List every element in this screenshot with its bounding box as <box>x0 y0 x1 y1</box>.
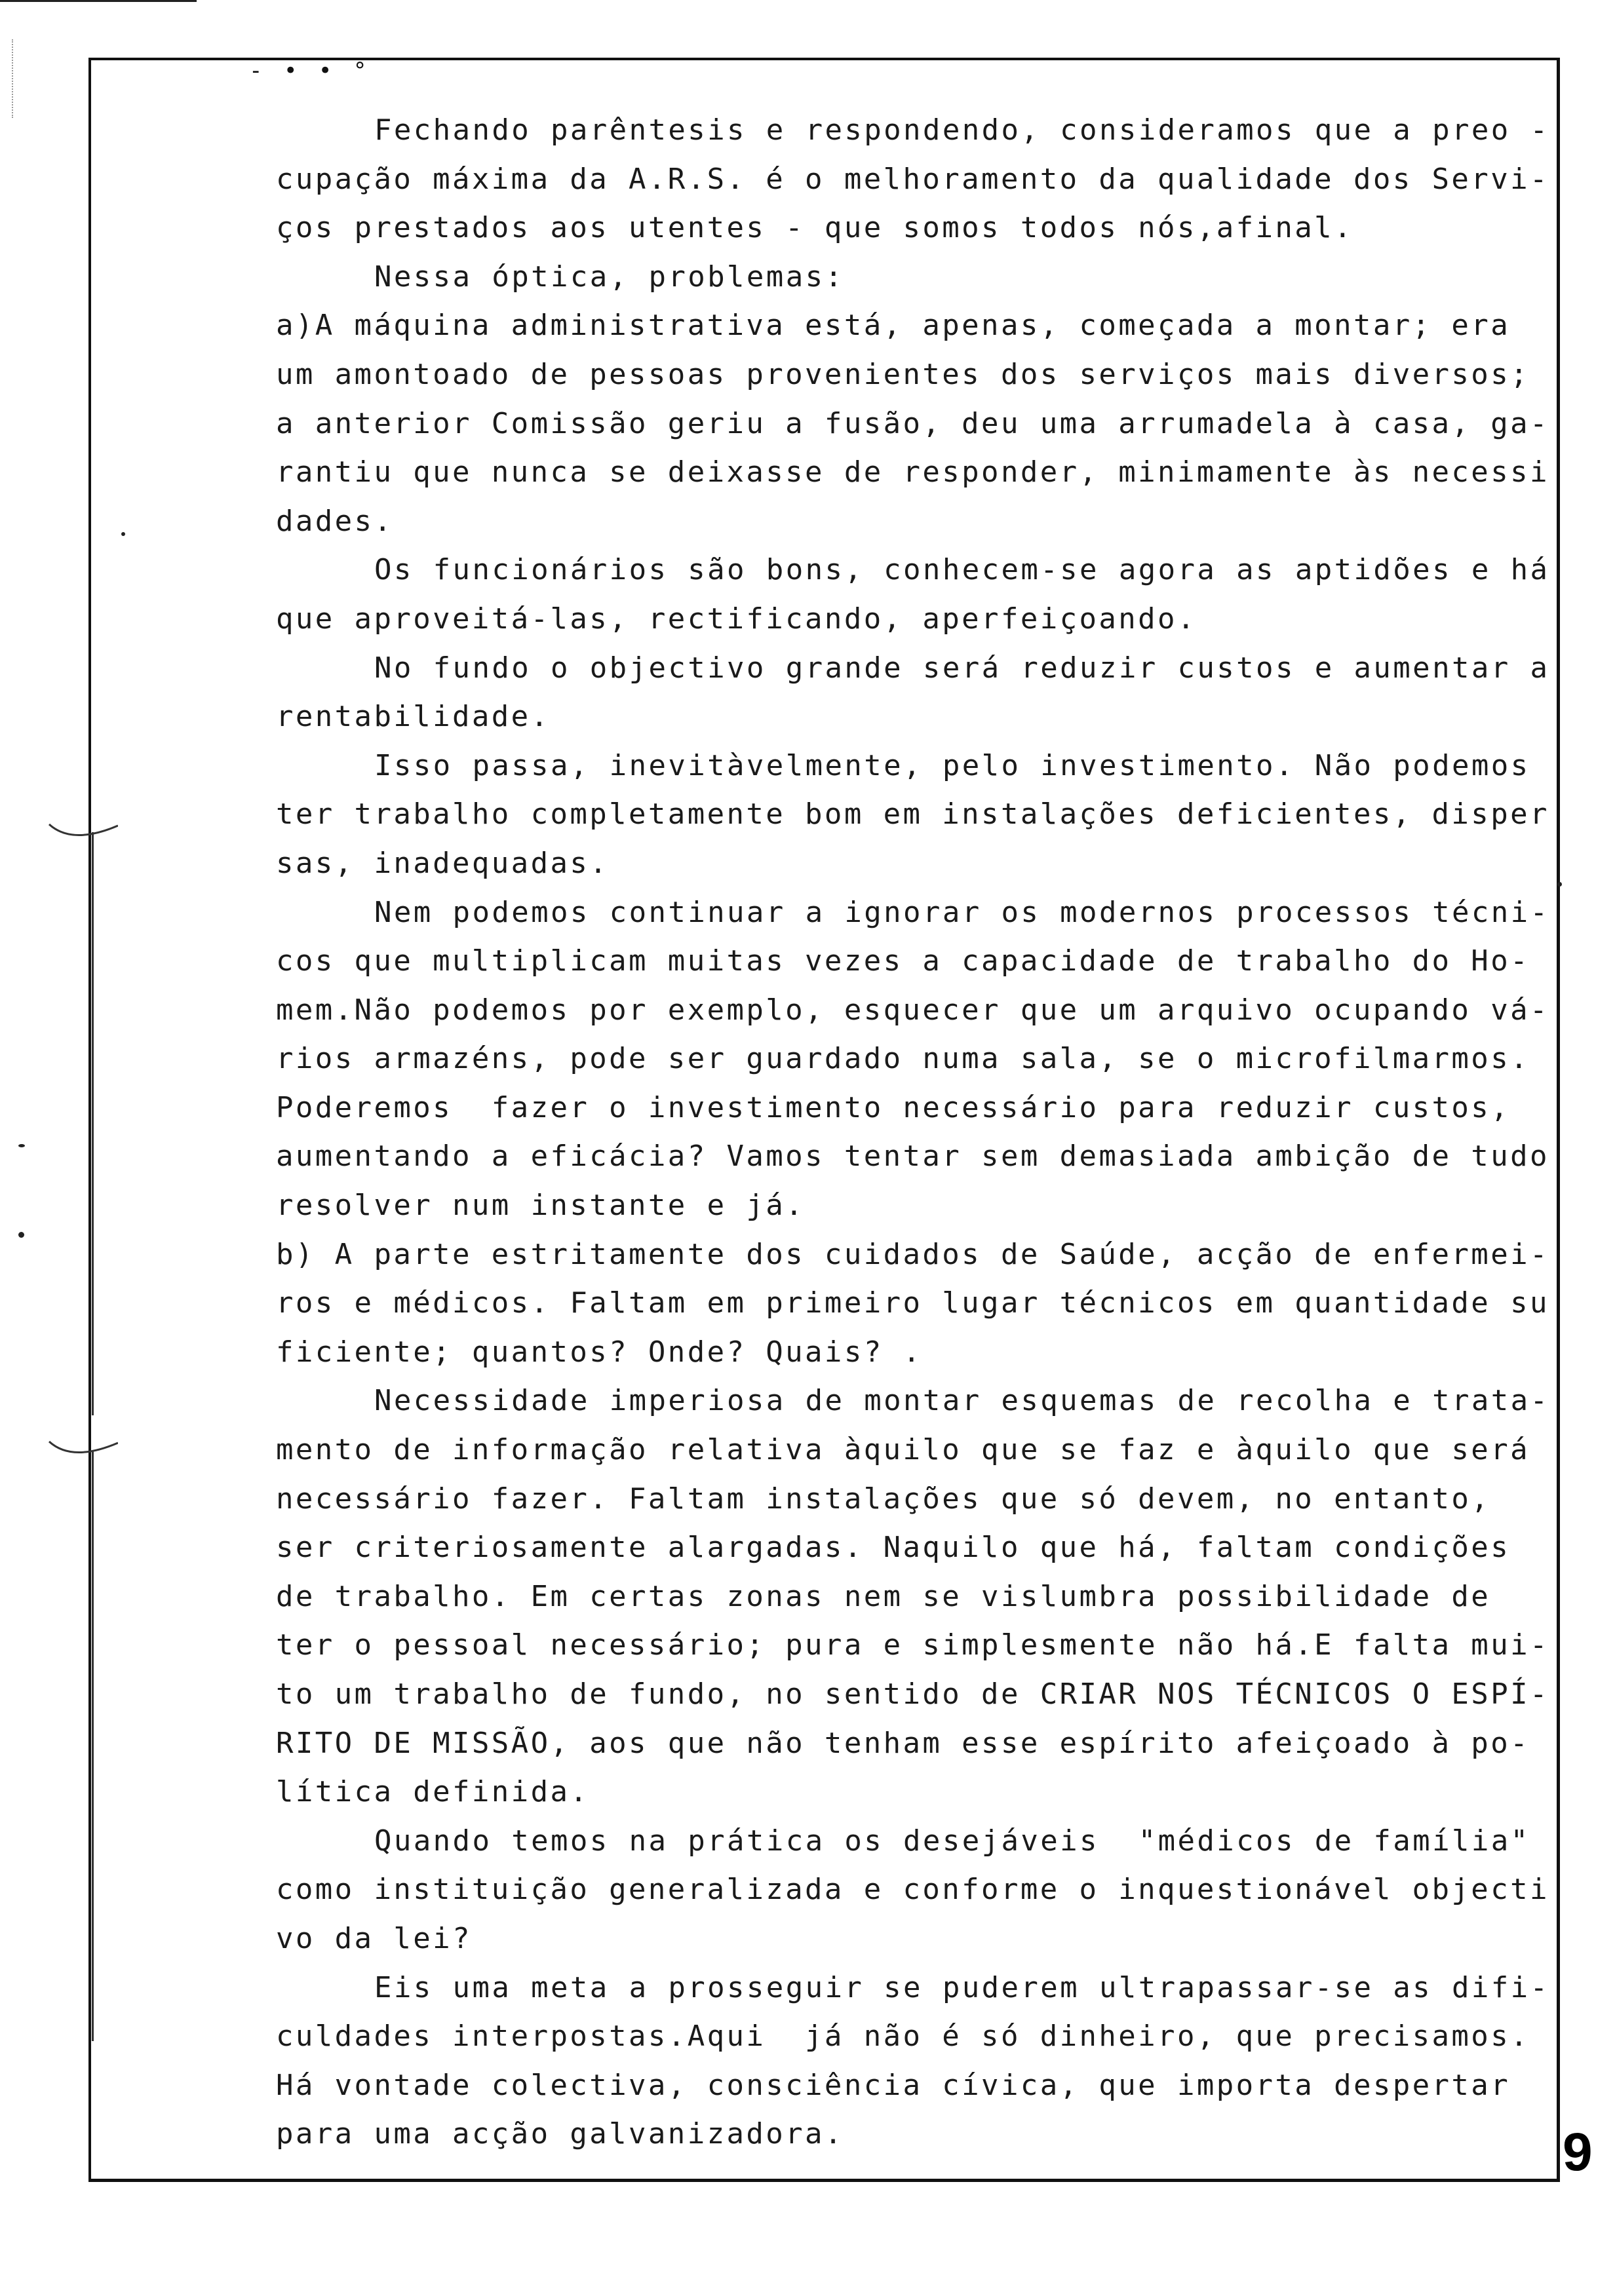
text-line: ros e médicos. Faltam em primeiro lugar técnicos em quantidade su <box>276 1286 1549 1320</box>
top-edge-rule <box>0 0 197 2</box>
text-line: Quando temos na prática os desejáveis "médicos de família" <box>374 1824 1530 1858</box>
speck-3 <box>18 1232 24 1238</box>
speck-1 <box>121 532 125 536</box>
text-line: rentabilidade. <box>276 700 551 734</box>
text-line: vo da lei? <box>276 1921 472 1955</box>
binder-hole-upper-icon <box>46 819 118 845</box>
text-line: ter trabalho completamente bom em instalações deficientes, disper <box>276 797 1549 832</box>
text-line: ços prestados aos utentes - que somos todos nós,afinal. <box>276 211 1353 245</box>
text-line: sas, inadequadas. <box>276 846 610 880</box>
page-number: 9 <box>1563 2122 1593 2182</box>
text-line: Fechando parêntesis e respondendo, consideramos que a preo - <box>374 113 1550 147</box>
text-line: de trabalho. Em certas zonas nem se vislumbra possibilidade de <box>276 1579 1491 1613</box>
binder-hole-lower-icon <box>46 1436 118 1463</box>
text-line: aumentando a eficácia? Vamos tentar sem demasiada ambição de tudo <box>276 1139 1549 1174</box>
margin-scan-marks <box>12 39 15 118</box>
text-line: ser criteriosamente alargadas. Naquilo que há, faltam condições <box>276 1531 1511 1565</box>
text-line: que aproveitá-las, rectificando, aperfeiçoando. <box>276 602 1197 636</box>
speck-2 <box>18 1144 25 1147</box>
text-line: Há vontade colectiva, consciência cívica, que importa despertar <box>276 2068 1511 2102</box>
text-line: mento de informação relativa àquilo que se faz e àquilo que será <box>276 1433 1530 1467</box>
text-line: RITO DE MISSÃO, aos que não tenham esse espírito afeiçoado à po- <box>276 1726 1530 1760</box>
text-line: b) A parte estritamente dos cuidados de Saúde, acção de enfermei- <box>276 1237 1549 1271</box>
text-line: resolver num instante e já. <box>276 1189 806 1223</box>
binder-line-upper <box>92 832 94 1415</box>
text-line: ficiente; quantos? Onde? Quais? . <box>276 1335 923 1369</box>
text-line: Eis uma meta a prosseguir se puderem ultrapassar-se as difi- <box>374 1970 1550 2004</box>
text-line: ter o pessoal necessário; pura e simplesmente não há.E falta mui- <box>276 1628 1549 1662</box>
speck-4 <box>1557 882 1562 887</box>
text-line: Os funcionários são bons, conhecem-se agora as aptidões e há <box>374 553 1550 587</box>
text-line: No fundo o objectivo grande será reduzir custos e aumentar a <box>374 651 1550 685</box>
text-line: para uma acção galvanizadora. <box>276 2117 844 2151</box>
text-line: como instituição generalizada e conforme o inquestionável objecti <box>276 1873 1549 1907</box>
text-line: to um trabalho de fundo, no sentido de CRIAR NOS TÉCNICOS O ESPÍ- <box>276 1677 1549 1711</box>
text-line: culdades interpostas.Aqui já não é só dinheiro, que precisamos. <box>276 2019 1530 2054</box>
text-line: cos que multiplicam muitas vezes a capacidade de trabalho do Ho- <box>276 944 1530 978</box>
text-line: lítica definida. <box>276 1775 590 1809</box>
text-line: Poderemos fazer o investimento necessário para reduzir custos, <box>276 1090 1511 1124</box>
text-line: rios armazéns, pode ser guardado numa sala, se o microfilmarmos. <box>276 1042 1530 1076</box>
binder-line-lower <box>92 1451 94 2041</box>
text-line: Necessidade imperiosa de montar esquemas de recolha e trata- <box>374 1384 1550 1418</box>
text-line: rantiu que nunca se deixasse de responder, minimamente às necessi <box>276 455 1549 489</box>
text-line: a anterior Comissão geriu a fusão, deu uma arrumadela à casa, ga- <box>276 406 1549 440</box>
text-line: um amontoado de pessoas provenientes dos serviços mais diversos; <box>276 357 1530 391</box>
header-marks: - • • ° <box>249 58 371 84</box>
text-line: a)A máquina administrativa está, apenas, começada a montar; era <box>276 309 1511 343</box>
text-line: Isso passa, inevitàvelmente, pelo investimento. Não podemos <box>374 748 1530 782</box>
text-line: cupação máxima da A.R.S. é o melhoramento da qualidade dos Servi- <box>276 162 1549 196</box>
text-line: necessário fazer. Faltam instalações que só devem, no entanto, <box>276 1482 1491 1516</box>
text-line: Nem podemos continuar a ignorar os modernos processos técni- <box>374 895 1550 929</box>
body-text <box>276 106 1554 2159</box>
text-line: dades. <box>276 504 394 538</box>
text-line: mem.Não podemos por exemplo, esquecer que um arquivo ocupando vá- <box>276 993 1549 1027</box>
text-line: Nessa óptica, problemas: <box>374 259 845 294</box>
